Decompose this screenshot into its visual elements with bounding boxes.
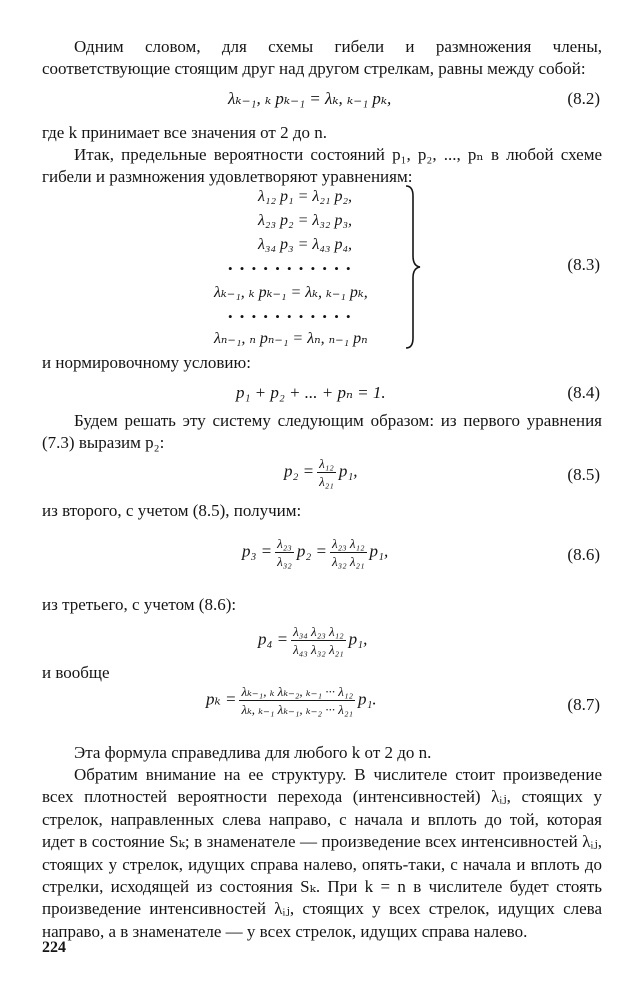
equation-number: (8.7): [567, 695, 600, 714]
system-line: λ₁₂ p₁ = λ₂₁ p₂,: [258, 188, 353, 205]
equation-lhs: pₖ =: [206, 689, 237, 709]
fraction-denominator: λ₃₂: [277, 554, 292, 569]
equation-middle: p₂ =: [296, 541, 327, 561]
equation-body: [206, 684, 377, 717]
paragraph-intro: Одним словом, для схемы гибели и размножения члены, соответствующие стоящим друг над другом стрелкам, равны между собой:: [42, 37, 602, 78]
page-number: 224: [42, 939, 66, 956]
fraction-numerator: λ₃₄ λ₂₃ λ₁₂: [293, 624, 344, 639]
paragraph-from-second: из второго, с учетом (8.5), получим:: [42, 501, 302, 520]
fraction-denominator: λ₂₁: [319, 474, 334, 489]
paragraph-solve-system: Будем решать эту систему следующим образом: из первого уравнения (7.3) выразим p₂:: [42, 411, 602, 452]
equation-number: (8.4): [567, 383, 600, 402]
equation-number: (8.2): [567, 89, 600, 108]
equation-rhs: p₁,: [338, 461, 358, 481]
system-line: λₖ₋₁, ₖ pₖ₋₁ = λₖ, ₖ₋₁ pₖ,: [214, 284, 368, 301]
paragraph-from-third: из третьего, с учетом (8.6):: [42, 595, 237, 614]
equation-number: (8.3): [567, 255, 600, 274]
system-line: λ₂₃ p₂ = λ₃₂ p₃,: [258, 212, 353, 229]
equation-rhs: p₁.: [357, 689, 377, 709]
system-dots: • • • • • • • • • • •: [228, 261, 353, 276]
equation-number: (8.6): [567, 545, 600, 564]
fraction: [275, 536, 294, 569]
paragraph-k-range: где k принимает все значения от 2 до n.: [42, 123, 327, 142]
paragraph-in-general: и вообще: [42, 663, 110, 682]
fraction: [291, 624, 346, 657]
fraction-numerator: λ₂₃: [277, 536, 292, 551]
equation-system-8-3: [0, 186, 644, 346]
equation-body: λₖ₋₁, ₖ pₖ₋₁ = λₖ, ₖ₋₁ pₖ,: [228, 89, 392, 108]
equation-rhs: p₁,: [369, 541, 389, 561]
system-dots: • • • • • • • • • • •: [228, 309, 353, 324]
equation-lhs: p₄ =: [258, 629, 289, 649]
system-line: λ₃₄ p₃ = λ₄₃ p₄,: [258, 236, 353, 253]
equation-body: [258, 624, 367, 657]
fraction-numerator: λ₁₂: [319, 456, 334, 471]
equation-number: (8.5): [567, 465, 600, 484]
fraction-numerator: λ₂₃ λ₁₂: [331, 536, 365, 551]
right-brace-icon: [404, 184, 422, 350]
equation-body: [284, 456, 357, 489]
paragraph-formula-valid: Эта формула справедлива для любого k от 2 до n.: [74, 743, 432, 762]
fraction: [317, 456, 336, 489]
fraction-denominator: λₖ, ₖ₋₁ λₖ₋₁, ₖ₋₂ ··· λ₂₁: [241, 702, 353, 717]
system-line: λₙ₋₁, ₙ pₙ₋₁ = λₙ, ₙ₋₁ pₙ: [214, 330, 368, 347]
fraction-denominator: λ₃₂ λ₂₁: [331, 554, 365, 569]
paragraph-structure: Обратим внимание на ее структуру. В числителе стоит произведение всех плотностей вероятности перехода (интенсивностей) λᵢⱼ, стоящих у стрелок, направленных слева направо, с начала и вплоть до той, которая идет в состояние Sₖ; в знаменателе — произведение всех интенсивностей λᵢⱼ, стоящих у стрелок, идущих справа налево, опять-таки, с начала и вплоть до стрелки, исходящей из состояния Sₖ. При k = n в числителе будет стоять произведение интенсивностей λᵢⱼ, стоящих у всех стрелок, идущих слева направо, а в знаменателе — у всех стрелок, идущих справа налево.: [42, 765, 602, 941]
equation-rhs: p₁,: [348, 629, 368, 649]
paragraph-limit-probabilities: Итак, предельные вероятности состояний p₁, p₂, ..., pₙ в любой схеме гибели и размножения удовлетворяют уравнениям:: [42, 145, 602, 186]
equation-body: [242, 536, 388, 569]
fraction-numerator: λₖ₋₁, ₖ λₖ₋₂, ₖ₋₁ ··· λ₁₂: [241, 684, 353, 699]
paragraph-normalization: и нормировочному условию:: [42, 353, 251, 372]
fraction: [239, 684, 355, 717]
fraction: [330, 536, 367, 569]
equation-lhs: p₃ =: [242, 541, 273, 561]
equation-lhs: p₂ =: [284, 461, 315, 481]
fraction-denominator: λ₄₃ λ₃₂ λ₂₁: [293, 642, 344, 657]
equation-body: p₁ + p₂ + ... + pₙ = 1.: [236, 383, 386, 402]
